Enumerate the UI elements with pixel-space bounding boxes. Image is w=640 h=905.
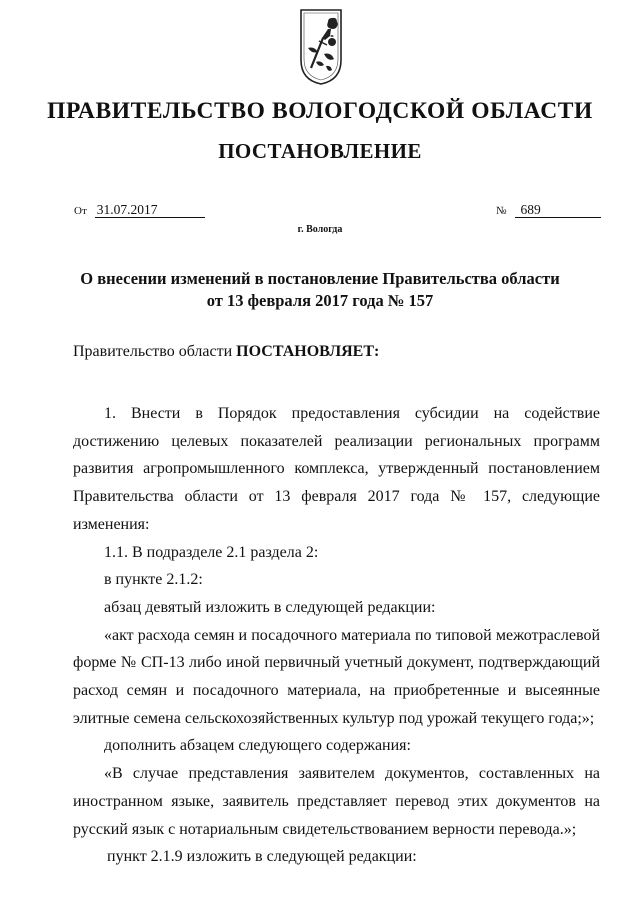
- date-label: От: [74, 205, 87, 217]
- paragraph-2: 1.1. В подразделе 2.1 раздела 2:: [104, 543, 319, 561]
- city-label: г. Вологда: [297, 224, 343, 235]
- date-value: 31.07.2017: [95, 202, 205, 218]
- paragraph-6: дополнить абзацем следующего содержания:: [104, 737, 411, 755]
- paragraph-5: «акт расхода семян и посадочного материала по типовой межотраслевой форме № СП-13 либо иной первичный учетный документ, подтверждающий расход семян и посадочного материала, на приобретенные и высеянные элитные семена сельскохозяйственных культур под урожай текущего года;»;: [73, 626, 600, 727]
- vologda-coat-of-arms-icon: [298, 2, 344, 86]
- number-label: №: [496, 205, 507, 217]
- document-body: [73, 400, 600, 871]
- document-heading: [60, 268, 580, 312]
- paragraph-7: «В случае представления заявителем документов, составленных на иностранном языке, заявитель представляет перевод этих документов на русский язык с нотариальным свидетельствованием верности перевода.»;: [73, 765, 600, 838]
- preamble-text: Правительство области: [73, 343, 237, 360]
- document-number: [496, 202, 601, 218]
- paragraph-8: пункт 2.1.9 изложить в следующей редакции:: [107, 848, 417, 866]
- paragraph-4: абзац девятый изложить в следующей редакции:: [104, 598, 436, 616]
- document-type: ПОСТАНОВЛЕНИЕ: [218, 139, 422, 163]
- heading-line-2: от 13 февраля 2017 года № 157: [206, 291, 434, 310]
- organization-title: ПРАВИТЕЛЬСТВО ВОЛОГОДСКОЙ ОБЛАСТИ: [47, 98, 593, 124]
- heading-line-1: О внесении изменений в постановление Правительства области: [80, 269, 560, 288]
- paragraph-1: 1. Внести в Порядок предоставления субсидии на содействие достижению целевых показателей реализации региональных программ развития агропромышленного комплекса, утвержденный постановлением Правительства области от 13 февраля 2017 года № 157, следующие изменения:: [73, 405, 600, 533]
- paragraph-3: в пункте 2.1.2:: [104, 571, 203, 589]
- preamble-decree: ПОСТАНОВЛЯЕТ:: [236, 343, 380, 360]
- preamble: [73, 343, 379, 361]
- number-value: 689: [515, 202, 601, 218]
- document-date: [74, 202, 205, 218]
